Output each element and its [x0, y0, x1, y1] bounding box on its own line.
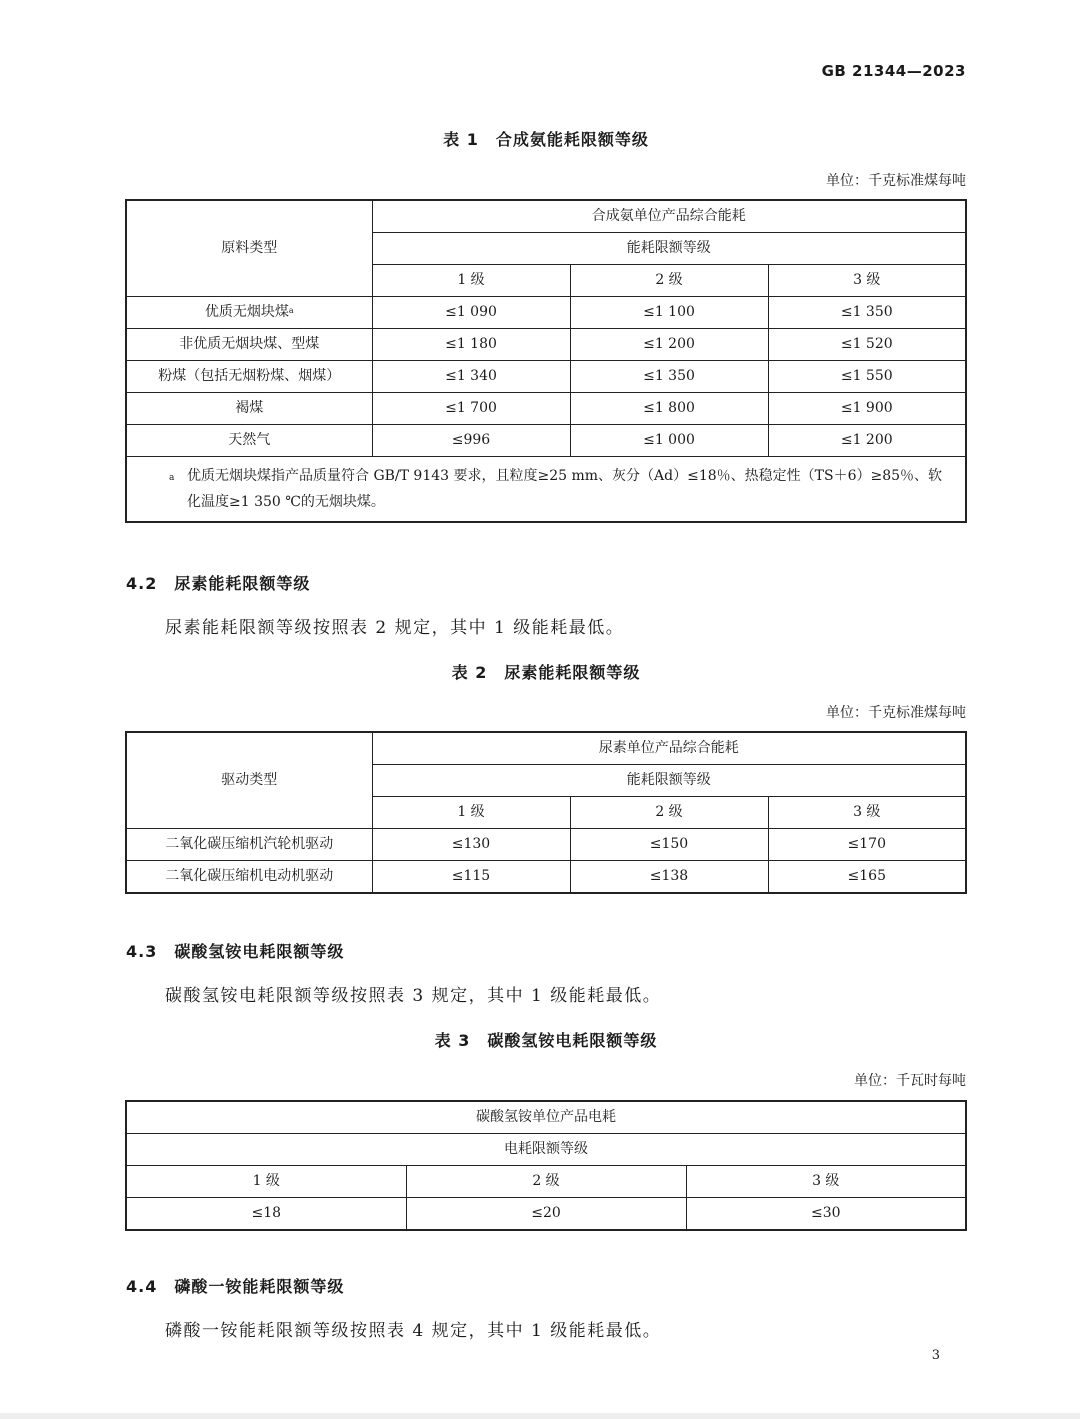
table1-unit: 单位：千克标准煤每吨: [826, 173, 966, 189]
table1-cell: ≤1 340: [372, 361, 570, 393]
table1-cell: ≤1 700: [372, 393, 570, 425]
table2-cell: ≤165: [768, 861, 966, 894]
table1-cell: ≤1 200: [570, 329, 768, 361]
table2-unit: 单位：千克标准煤每吨: [826, 705, 966, 721]
table1-cell: ≤996: [372, 425, 570, 457]
table-row: [126, 393, 966, 425]
table-row: [126, 361, 966, 393]
table3-cell: ≤30: [686, 1198, 966, 1231]
table1-row-label: 天然气: [126, 425, 372, 457]
table1-cell: ≤1 000: [570, 425, 768, 457]
table3-grade-1: 1 级: [126, 1166, 406, 1198]
table2-row-label: 二氧化碳压缩机汽轮机驱动: [126, 829, 372, 861]
table1-cell: ≤1 550: [768, 361, 966, 393]
table2-cell: ≤170: [768, 829, 966, 861]
table-row: [126, 829, 966, 861]
table1-row-label: 褐煤: [126, 393, 372, 425]
table1-grade-3: 3 级: [768, 265, 966, 297]
page-bottom-edge: [0, 1413, 1080, 1419]
table1-group-header: 合成氨单位产品综合能耗: [372, 200, 966, 233]
table3-grade-3: 3 级: [686, 1166, 966, 1198]
table2-grade-3: 3 级: [768, 797, 966, 829]
section-text-4-3: 碳酸氢铵电耗限额等级按照表 3 规定，其中 1 级能耗最低。: [165, 986, 662, 1006]
table1-cell: ≤1 090: [372, 297, 570, 329]
footnote-text: 优质无烟块煤指产品质量符合 GB/T 9143 要求，且粒度≥25 mm、灰分（Ad）≤18％、热稳定性（TS＋6）≥85％、软化温度≥1 350 ℃的无烟块煤。: [187, 468, 943, 510]
table2-cell: ≤138: [570, 861, 768, 894]
table1-row-label: 优质无烟块煤$^a$: [126, 297, 372, 329]
table-row: [126, 861, 966, 894]
table1-cell: ≤1 800: [570, 393, 768, 425]
table2: [125, 731, 967, 894]
table1-row-header: 原料类型: [126, 200, 372, 297]
table3-cell: ≤20: [406, 1198, 686, 1231]
table3-group-header: 碳酸氢铵单位产品电耗: [126, 1101, 966, 1134]
footnote-mark: a: [169, 473, 175, 483]
footnote-mark: a: [288, 306, 294, 315]
table2-group-header: 尿素单位产品综合能耗: [372, 732, 966, 765]
section-text-4-2: 尿素能耗限额等级按照表 2 规定，其中 1 级能耗最低。: [165, 618, 625, 638]
table1-cell: ≤1 200: [768, 425, 966, 457]
table2-cell: ≤115: [372, 861, 570, 894]
table-row: [126, 1198, 966, 1231]
table1-cell: ≤1 350: [768, 297, 966, 329]
table-row: [126, 425, 966, 457]
table1: [125, 199, 967, 523]
section-heading-4-4: 4.4 磷酸一铵能耗限额等级: [126, 1277, 345, 1296]
section-heading-4-2: 4.2 尿素能耗限额等级: [126, 574, 311, 593]
table1-grade-1: 1 级: [372, 265, 570, 297]
table3-unit: 单位：千瓦时每吨: [854, 1073, 966, 1089]
table3-cell: ≤18: [126, 1198, 406, 1231]
table3-grade-2: 2 级: [406, 1166, 686, 1198]
table1-row-label: 粉煤（包括无烟粉煤、烟煤）: [126, 361, 372, 393]
table1-cell: ≤1 100: [570, 297, 768, 329]
table1-caption: 表 1 合成氨能耗限额等级: [443, 130, 649, 149]
table1-cell: ≤1 900: [768, 393, 966, 425]
table1-cell: ≤1 520: [768, 329, 966, 361]
table2-cell: ≤150: [570, 829, 768, 861]
table3: [125, 1100, 967, 1231]
table2-row-header: 驱动类型: [126, 732, 372, 829]
table1-footnote: [126, 457, 966, 523]
table3-caption: 表 3 碳酸氢铵电耗限额等级: [434, 1031, 658, 1050]
table2-cell: ≤130: [372, 829, 570, 861]
table2-grade-1: 1 级: [372, 797, 570, 829]
table-row: [126, 297, 966, 329]
table1-cell: ≤1 180: [372, 329, 570, 361]
table1-row-label: 非优质无烟块煤、型煤: [126, 329, 372, 361]
table2-caption: 表 2 尿素能耗限额等级: [451, 663, 641, 682]
table1-grade-2: 2 级: [570, 265, 768, 297]
table1-cell: ≤1 350: [570, 361, 768, 393]
table2-grade-2: 2 级: [570, 797, 768, 829]
page-number: 3: [931, 1348, 940, 1363]
table3-sub-header: 电耗限额等级: [126, 1134, 966, 1166]
table2-sub-header: 能耗限额等级: [372, 765, 966, 797]
table2-row-label: 二氧化碳压缩机电动机驱动: [126, 861, 372, 894]
section-heading-4-3: 4.3 碳酸氢铵电耗限额等级: [126, 942, 345, 961]
section-text-4-4: 磷酸一铵能耗限额等级按照表 4 规定，其中 1 级能耗最低。: [165, 1321, 662, 1341]
table1-sub-header: 能耗限额等级: [372, 233, 966, 265]
standard-number: GB 21344—2023: [821, 62, 966, 80]
table-row: [126, 329, 966, 361]
